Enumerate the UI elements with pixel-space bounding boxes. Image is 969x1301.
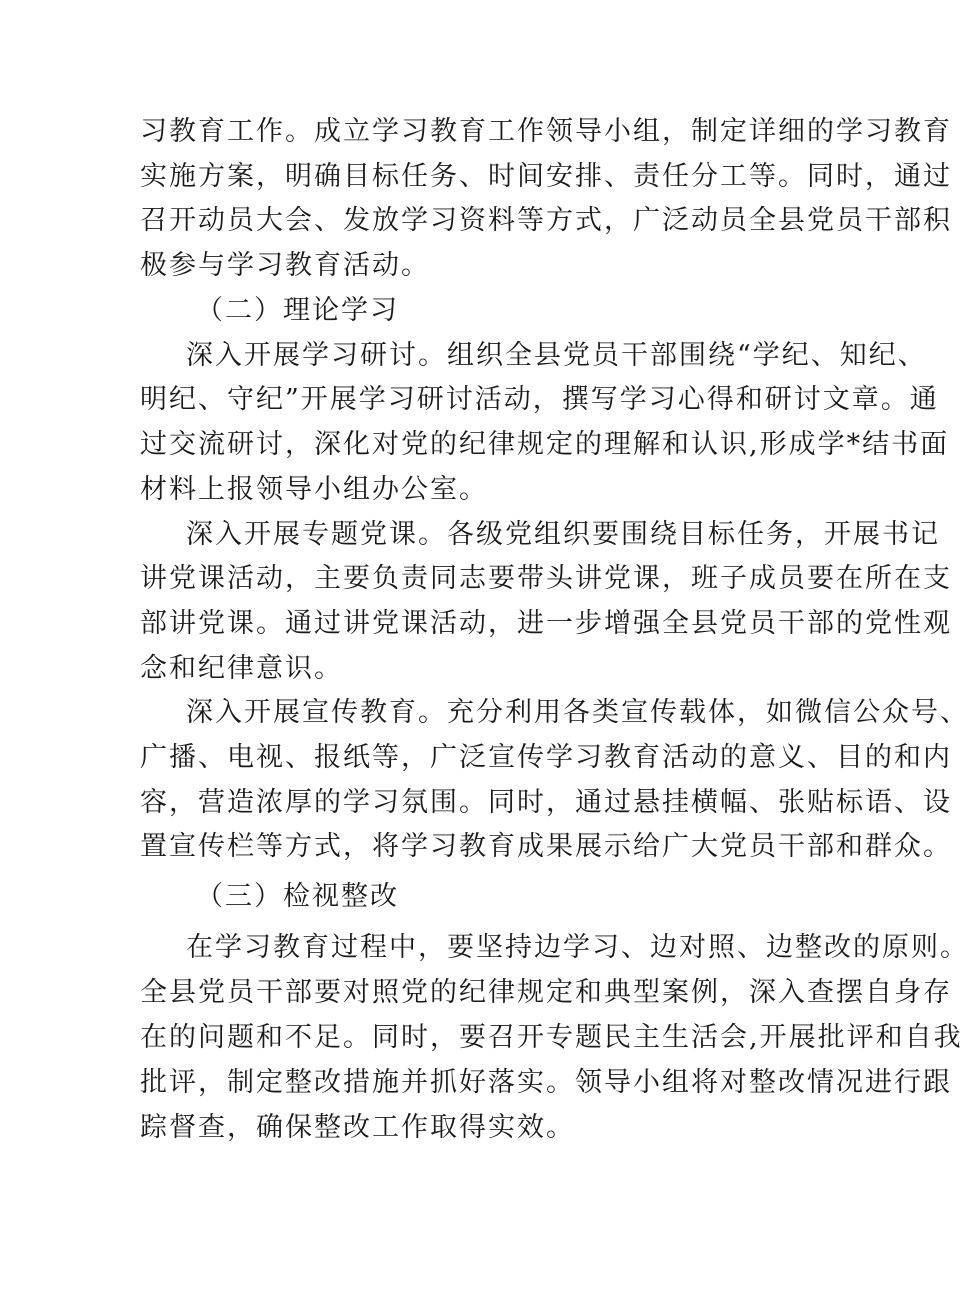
section-heading-theory-study: （二）理论学习 (196, 295, 399, 326)
text-line: 在学习教育过程中，要坚持边学习、边对照、边整改的原则。 (186, 932, 969, 963)
text-line: 讲党课活动，主要负责同志要带头讲党课，班子成员要在所在支 (140, 563, 952, 594)
text-line: 材料上报领导小组办公室。 (140, 474, 488, 505)
text-line: 极参与学习教育活动。 (140, 250, 430, 281)
section-heading-review-rectify: （三）检视整改 (196, 881, 399, 912)
text-line: 召开动员大会、发放学习资料等方式，广泛动员全县党员干部积 (140, 205, 952, 236)
text-line: 在的问题和不足。同时，要召开专题民主生活会,开展批评和自我 (140, 1022, 963, 1053)
text-line: 明纪、守纪”开展学习研讨活动，撰写学习心得和研讨文章。通 (140, 384, 939, 415)
text-line: 批评，制定整改措施并抓好落实。领导小组将对整改情况进行跟 (140, 1067, 952, 1098)
text-line: 过交流研讨，深化对党的纪律规定的理解和认识,形成学*结书面 (140, 429, 950, 460)
text-line: 实施方案，明确目标任务、时间安排、责任分工等。同时，通过 (140, 161, 952, 192)
text-line: 念和纪律意识。 (140, 653, 343, 684)
text-line: 广播、电视、报纸等，广泛宣传学习教育活动的意义、目的和内 (140, 742, 952, 773)
text-line: 深入开展专题党课。各级党组织要围绕目标任务，开展书记 (186, 519, 940, 550)
text-line: 习教育工作。成立学习教育工作领导小组，制定详细的学习教育 (140, 116, 952, 147)
text-line: 深入开展学习研讨。组织全县党员干部围绕“学纪、知纪、 (186, 340, 927, 371)
text-line: 容，营造浓厚的学习氛围。同时，通过悬挂横幅、张贴标语、设 (140, 787, 952, 818)
text-line: 部讲党课。通过讲党课活动，进一步增强全县党员干部的党性观 (140, 608, 952, 639)
text-line: 置宣传栏等方式，将学习教育成果展示给广大党员干部和群众。 (140, 831, 952, 862)
text-line: 全县党员干部要对照党的纪律规定和典型案例，深入查摆自身存 (140, 977, 952, 1008)
text-line: 深入开展宣传教育。充分利用各类宣传载体，如微信公众号、 (186, 697, 969, 728)
text-line: 踪督查，确保整改工作取得实效。 (140, 1112, 575, 1143)
